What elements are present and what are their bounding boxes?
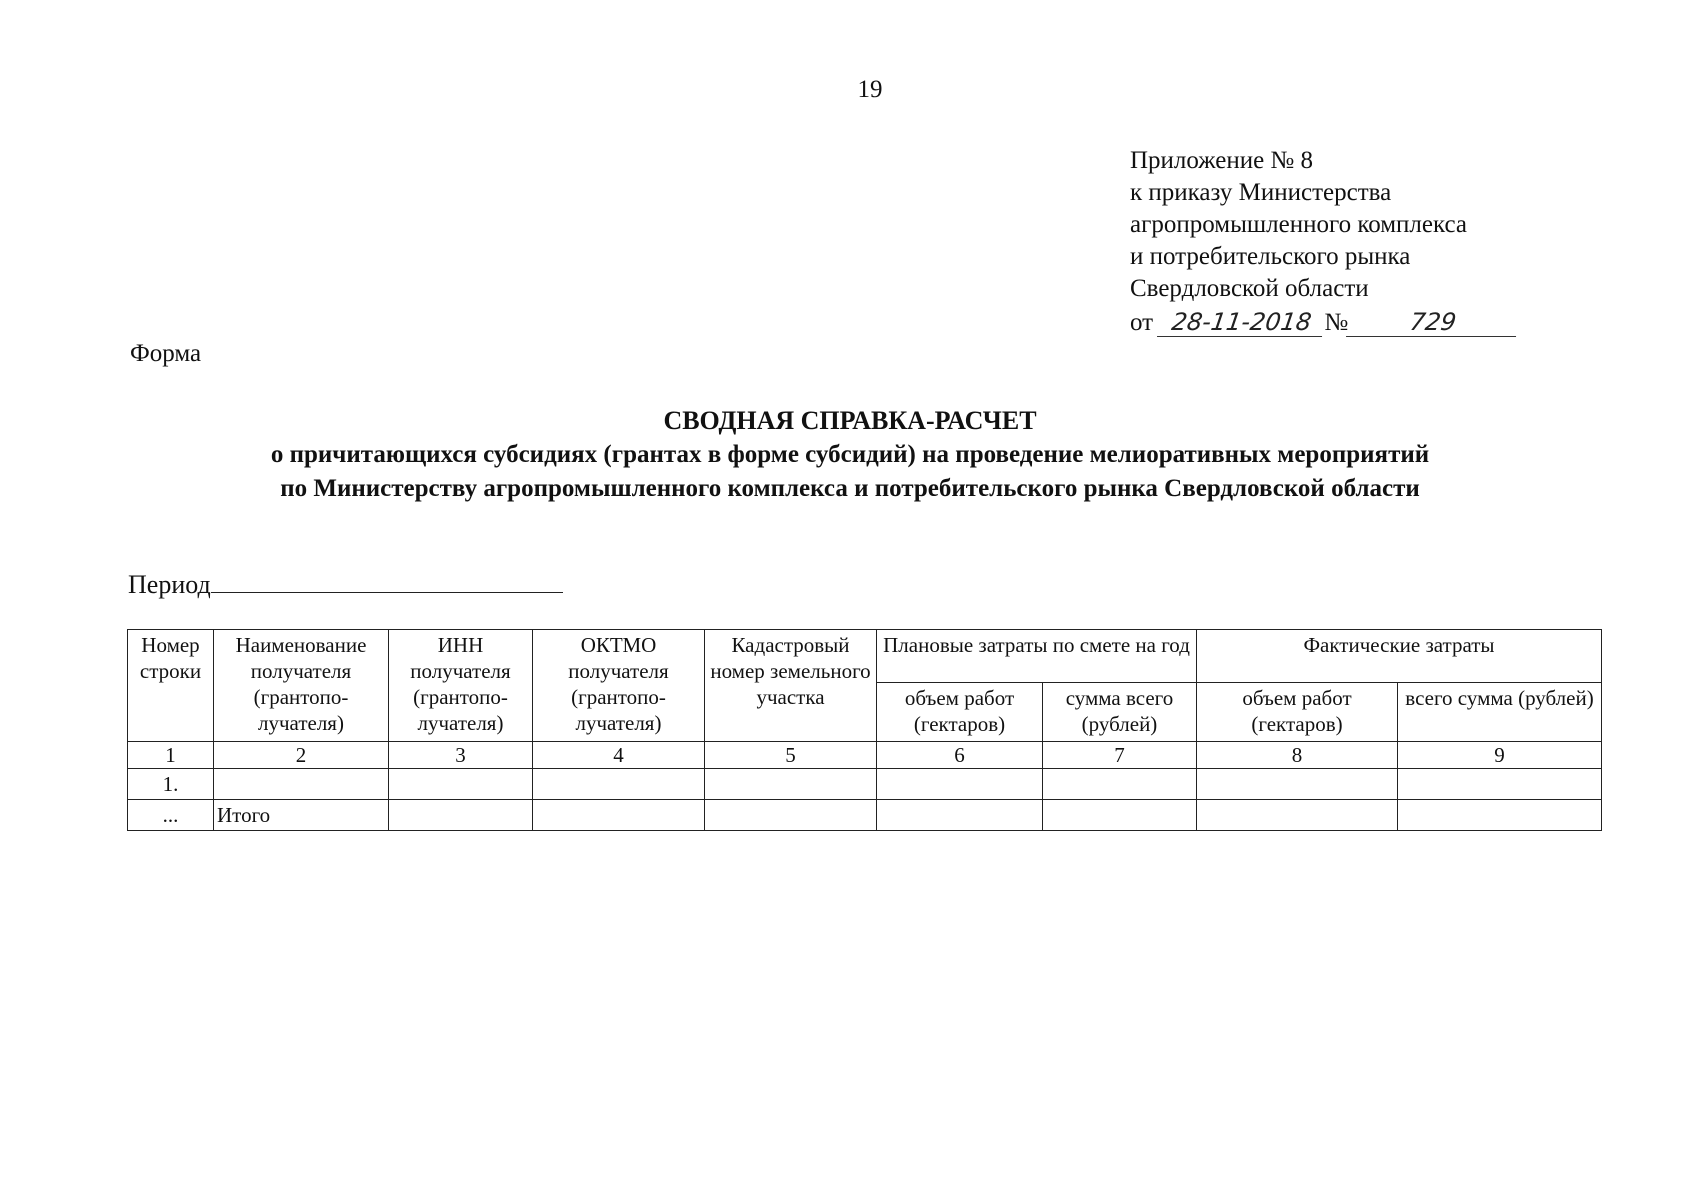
table-row-total <box>128 800 1602 831</box>
header-planned-volume: объем работ (гектаров) <box>877 683 1043 742</box>
table-cell: 1. <box>128 769 214 800</box>
table-cell <box>877 769 1043 800</box>
header-oktmo: ОКТМО получателя (грантопо-лучателя) <box>533 630 705 742</box>
title-line-2: о причитающихся субсидиях (грантах в форме субсидий) на проведение мелиоративных мероприятий <box>270 441 1430 468</box>
header-planned-costs: Плановые затраты по смете на год <box>877 630 1197 683</box>
column-number-row <box>128 742 1602 769</box>
table-cell <box>533 800 705 831</box>
appendix-line: агропромышленного комплекса <box>1130 211 1468 238</box>
period-blank-line <box>211 568 563 593</box>
header-cadastral-number: Кадастровый номер земельного участка <box>705 630 877 742</box>
table-header-row <box>128 630 1602 683</box>
order-date-handwritten: 28-11-2018 <box>1157 308 1326 337</box>
column-number: 2 <box>214 742 389 769</box>
order-reference <box>1130 307 1550 339</box>
column-number: 5 <box>705 742 877 769</box>
header-actual-costs: Фактические затраты <box>1197 630 1602 683</box>
appendix-block <box>1130 145 1550 339</box>
table-cell <box>389 769 533 800</box>
table-cell <box>533 769 705 800</box>
column-number: 7 <box>1043 742 1197 769</box>
form-label: Форма <box>130 340 202 367</box>
header-actual-sum: всего сумма (рублей) <box>1398 683 1602 742</box>
total-label: Итого <box>214 800 389 831</box>
title-main: СВОДНАЯ СПРАВКА-РАСЧЕТ <box>663 406 1037 435</box>
period-label: Период <box>128 570 211 599</box>
page-number: 19 <box>857 76 883 103</box>
table-cell <box>1043 769 1197 800</box>
header-inn: ИНН получателя (грантопо-лучателя) <box>389 630 533 742</box>
column-number: 1 <box>128 742 214 769</box>
period-field <box>128 568 563 600</box>
table-cell <box>1197 800 1398 831</box>
table-cell <box>1398 769 1602 800</box>
table-cell <box>705 769 877 800</box>
appendix-line: к приказу Министерства <box>1130 179 1392 206</box>
document-title <box>120 404 1580 506</box>
table-cell: ... <box>128 800 214 831</box>
appendix-line: Свердловской области <box>1130 275 1369 302</box>
table-cell <box>1398 800 1602 831</box>
calculation-table <box>127 629 1602 831</box>
header-recipient-name: Наименование получателя (грантопо-лучателя) <box>214 630 389 742</box>
column-number: 3 <box>389 742 533 769</box>
order-number-label: № <box>1324 309 1349 336</box>
table-cell <box>1043 800 1197 831</box>
header-actual-volume: объем работ (гектаров) <box>1197 683 1398 742</box>
table-cell <box>214 769 389 800</box>
table-cell <box>1197 769 1398 800</box>
appendix-line: Приложение № 8 <box>1130 147 1314 174</box>
table-cell <box>877 800 1043 831</box>
title-line-3: по Министерству агропромышленного комплекса и потребительского рынка Свердловской области <box>280 475 1420 502</box>
table-row <box>128 769 1602 800</box>
column-number: 4 <box>533 742 705 769</box>
column-number: 8 <box>1197 742 1398 769</box>
column-number: 9 <box>1398 742 1602 769</box>
header-row-number: Номер строки <box>128 630 214 742</box>
table-cell <box>389 800 533 831</box>
appendix-line: и потребительского рынка <box>1130 243 1411 270</box>
order-number-handwritten: 729 <box>1346 308 1520 337</box>
table-cell <box>705 800 877 831</box>
column-number: 6 <box>877 742 1043 769</box>
header-planned-sum: сумма всего (рублей) <box>1043 683 1197 742</box>
order-prefix: от <box>1130 309 1154 336</box>
